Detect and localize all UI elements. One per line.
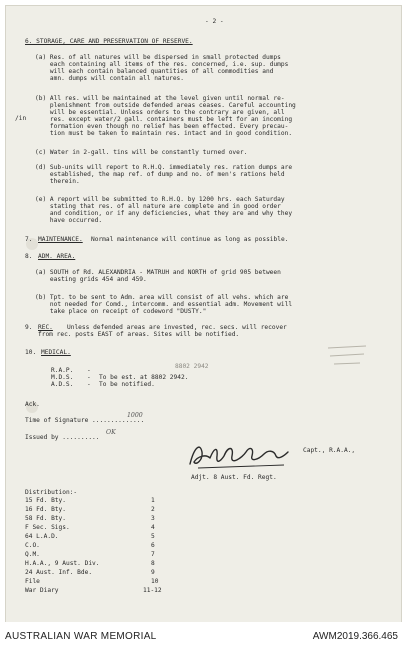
- section-8-heading: ADM. AREA.: [38, 253, 76, 260]
- archive-name: AUSTRALIAN WAR MEMORIAL: [5, 631, 157, 642]
- distribution-unit: 64 L.A.D.: [25, 533, 59, 540]
- section-6b-line: (b) All res. will be maintained at the level given until normal re-: [35, 95, 285, 102]
- section-8a-line: (a) SOUTH of Rd. ALEXANDRIA - MATRUH and NORTH of grid 905 between: [35, 269, 281, 276]
- distribution-unit: War Diary: [25, 587, 59, 594]
- distribution-copy: 9: [151, 569, 155, 576]
- section-10-heading: MEDICAL.: [41, 349, 71, 356]
- section-8b-line: take place on receipt of codeword "DUSTY.": [35, 308, 207, 315]
- medical-label: R.A.P.: [51, 367, 74, 374]
- distribution-copy: 3: [151, 515, 155, 522]
- medical-label: A.D.S.: [51, 381, 74, 388]
- section-6a-line: each containing all items of the res. concerned, i.e. sup. dumps: [35, 61, 289, 68]
- section-6b-line: tion must be taken to maintain res. intact and in good condition.: [35, 130, 293, 137]
- issued-by-label: Issued by ..........: [25, 434, 100, 441]
- signature-image: [184, 438, 294, 472]
- section-6d-line: (d) Sub-units will report to R.H.Q. immediately res. ration dumps are: [35, 164, 293, 171]
- section-7-heading: MAINTENANCE.: [38, 236, 83, 243]
- distribution-copy: 2: [151, 506, 155, 513]
- section-8-number: 8.: [25, 253, 33, 260]
- medical-dash: -: [87, 374, 91, 381]
- time-of-signature-value: 1000: [127, 412, 143, 419]
- distribution-unit: F Sec. Sigs.: [25, 524, 70, 531]
- section-6b-line: res. except water/2 gall. containers must be left for an incoming: [35, 116, 293, 123]
- section-6a-line: will each contain balanced quantities of all commodities and: [35, 68, 274, 75]
- section-9-number: 9.: [25, 324, 33, 331]
- section-8a-line: easting grids 454 and 459.: [35, 276, 147, 283]
- time-of-signature-label: Time of Signature ..............: [25, 417, 145, 424]
- medical-label: M.D.S.: [51, 374, 74, 381]
- section-6e-line: have occurred.: [35, 217, 103, 224]
- distribution-unit: Q.M.: [25, 551, 40, 558]
- distribution-copy: 11-12: [143, 587, 162, 594]
- section-6d-line: established, the map ref. of dump and no. of men's rations held: [35, 171, 285, 178]
- section-9-line: from rec. posts EAST of areas. Sites will be notified.: [38, 331, 240, 338]
- document-page: [5, 5, 402, 624]
- medical-value: To be notified.: [99, 381, 155, 388]
- distribution-unit: 58 Fd. Bty.: [25, 515, 66, 522]
- medical-value: To be est. at 8802 2942.: [99, 374, 189, 381]
- faint-stamp-mark: [326, 342, 372, 372]
- section-9-line: Unless defended areas are invested, rec. secs. will recover: [67, 324, 287, 331]
- section-6c-line: (c) Water in 2-gall. tins will be constantly turned over.: [35, 149, 248, 156]
- distribution-copy: 4: [151, 524, 155, 531]
- section-10-number: 10.: [25, 349, 37, 356]
- margin-note: /in: [15, 115, 27, 122]
- medical-dash: -: [87, 381, 91, 388]
- ack-label: Ack.: [25, 401, 40, 408]
- section-6-heading: 6. STORAGE, CARE AND PRESERVATION OF RESERVE.: [25, 38, 193, 45]
- archive-footer: [0, 622, 406, 653]
- section-7-number: 7.: [25, 236, 33, 243]
- signatory-role: Adjt. 8 Aust. Fd. Regt.: [191, 474, 277, 481]
- distribution-unit: C.O.: [25, 542, 40, 549]
- section-6e-line: and condition, or if any deficiencies, what they are and why they: [35, 210, 293, 217]
- page-number: - 2 -: [205, 18, 224, 25]
- distribution-copy: 1: [151, 497, 155, 504]
- section-6b-line: formation even though no relief has been effected. Every precau-: [35, 123, 289, 130]
- distribution-copy: 10: [151, 578, 159, 585]
- distribution-unit: 24 Aust. Inf. Bde.: [25, 569, 93, 576]
- issued-by-value: OK: [106, 429, 116, 436]
- section-6a-line: (a) Res. of all natures will be dispersed in small protected dumps: [35, 54, 281, 61]
- section-6b-line: plenishment from outside defended areas ceases. Careful accounting: [35, 102, 296, 109]
- section-9-heading: REC.: [38, 324, 53, 331]
- distribution-copy: 6: [151, 542, 155, 549]
- distribution-copy: 7: [151, 551, 155, 558]
- archive-reference: AWM2019.366.465: [312, 631, 398, 642]
- section-6e-line: (e) A report will be submitted to R.H.Q. by 1200 hrs. each Saturday: [35, 196, 285, 203]
- distribution-heading: Distribution:-: [25, 489, 78, 496]
- distribution-unit: File: [25, 578, 40, 585]
- struck-ref: 8802 2942: [175, 363, 209, 370]
- section-6d-line: therein.: [35, 178, 80, 185]
- section-6e-line: stating that res. of all nature are complete and in good order: [35, 203, 281, 210]
- section-8b-line: not needed for Comd., intercomm. and essential adm. Movement will: [35, 301, 293, 308]
- section-6b-line: will be essential. Unless orders to the contrary are given, all: [35, 109, 285, 116]
- medical-dash: -: [87, 367, 91, 374]
- distribution-unit: 16 Fd. Bty.: [25, 506, 66, 513]
- distribution-unit: H.A.A., 9 Aust. Div.: [25, 560, 100, 567]
- section-8b-line: (b) Tpt. to be sent to Adm. area will consist of all vehs. which are: [35, 294, 289, 301]
- signatory-rank: Capt., R.A.A.,: [303, 447, 356, 454]
- section-7-text: Normal maintenance will continue as long as possible.: [91, 236, 289, 243]
- distribution-unit: 15 Fd. Bty.: [25, 497, 66, 504]
- section-6a-line: amn. dumps will contain all natures.: [35, 75, 185, 82]
- distribution-copy: 5: [151, 533, 155, 540]
- distribution-copy: 8: [151, 560, 155, 567]
